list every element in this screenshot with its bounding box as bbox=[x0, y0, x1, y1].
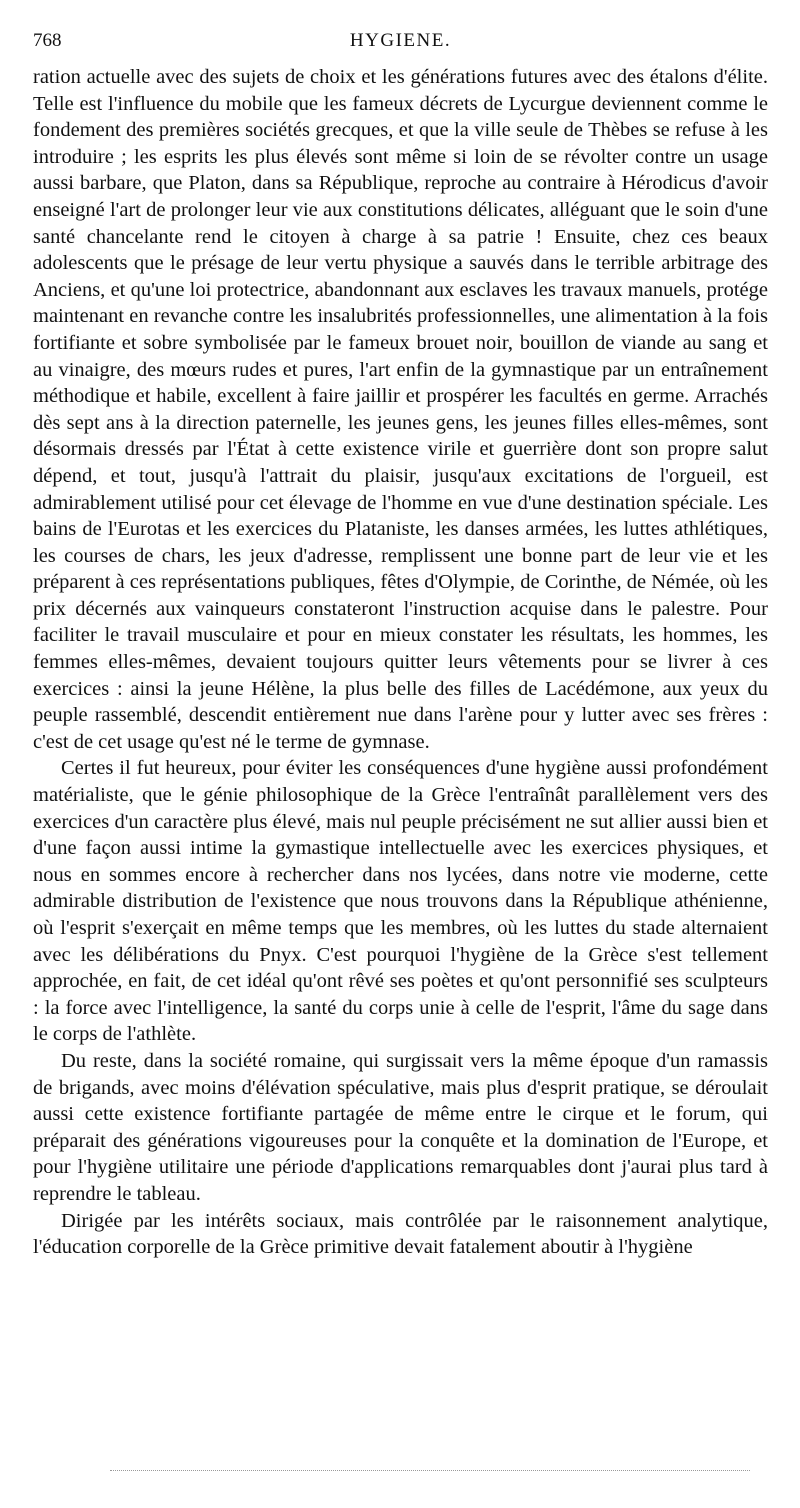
paragraph: Certes il fut heureux, pour éviter les conséquences d'une hygiène aussi profondément matérialiste, que le génie philosophique de la Grèce l'entraînât parallèlement vers des exercices d'un caractère plus élevé, mais nul peuple précisément ne sut allier aussi bien et d'une façon aussi intime la gymastique intellectuelle avec les exercices physiques, et nous en sommes encore à rechercher dans nos lycées, dans notre vie moderne, cette admirable distribution de l'existence que nous trouvons dans la République athénienne, où l'esprit s'exerçait en même temps que les membres, où les luttes du stade alternaient avec les délibérations du Pnyx. C'est pourquoi l'hygiène de la Grèce s'est tellement approchée, en fait, de cet idéal qu'ont rêvé ses poètes et qu'ont personnifié ses sculpteurs : la force avec l'intelligence, la santé du corps unie à celle de l'esprit, l'âme du sage dans le corps de l'athlète. bbox=[33, 757, 768, 1046]
body-text bbox=[33, 64, 768, 1261]
paragraph: Du reste, dans la société romaine, qui surgissait vers la même époque d'un ramassis de brigands, avec moins d'élévation spéculative, mais plus d'esprit pratique, se déroulait aussi cette existence fortifiante partagée de même entre le cirque et le forum, qui préparait des générations vigoureuses pour la conquête et la domination de l'Europe, et pour l'hygiène utilitaire une période d'applications remarquables dont j'aurai plus tard à reprendre le tableau. bbox=[33, 1049, 768, 1205]
page-number: 768 bbox=[33, 30, 62, 51]
page-header bbox=[33, 30, 768, 58]
paragraph: Dirigée par les intérêts sociaux, mais contrôlée par le raisonnement analytique, l'éducation corporelle de la Grèce primitive devait fatalement aboutir à l'hygiène bbox=[33, 1209, 768, 1259]
paragraph-continuation: ration actuelle avec des sujets de choix et les générations futures avec des étalons d'élite. Telle est l'influence du mobile que les fameux décrets de Lycurgue deviennent comme le fondement des premières sociétés grecques, et que la ville seule de Thèbes se refuse à les introduire ; les esprits les plus élevés sont même si loin de se révolter contre un usage aussi barbare, que Platon, dans sa République, reproche au contraire à Hérodicus d'avoir enseigné l'art de prolonger leur vie aux constitutions délicates, alléguant que le soin d'une santé chancelante rend le citoyen à charge à sa patrie ! Ensuite, chez ces beaux adolescents que le présage de leur vertu physique a sauvés dans le terrible arbitrage des Anciens, et qu'une loi protectrice, abandonnant aux esclaves les travaux manuels, protége maintenant en revanche contre les insalubrités professionnelles, une alimentation à la fois fortifiante et sobre symbolisée par le fameux brouet noir, bouillon de viande au sang et au vinaigre, des mœurs rudes et pures, l'art enfin de la gymnastique par un entraînement méthodique et habile, excellent à faire jaillir et prospérer les facultés en germe. Arrachés dès sept ans à la direction paternelle, les jeunes gens, les jeunes filles elles-mêmes, sont désormais dressés par l'État à cette existence virile et guerrière dont son propre salut dépend, et tout, jusqu'à l'attrait du plaisir, jusqu'aux excitations de l'orgueil, est admirablement utilisé pour cet élevage de l'homme en vue d'une destination spéciale. Les bains de l'Eurotas et les exercices du Plataniste, les danses armées, les luttes athlétiques, les courses de chars, les jeux d'adresse, remplissent une bonne part de leur vie et les préparent à ces représentations publiques, fêtes d'Olympie, de Corinthe, de Némée, où les prix décernés aux vainqueurs constateront l'instruction acquise dans le palestre. Pour faciliter le travail musculaire et pour en mieux constater les résultats, les hommes, les femmes elles-mêmes, devaient toujours quitter leurs vêtements pour se livrer à ces exercices : ainsi la jeune Hélène, la plus belle des filles de Lacédémone, aux yeux du peuple rassemblé, descendit entièrement nue dans l'arène pour y lutter avec ses frères : c'est de cet usage qu'est né le terme de gymnase. bbox=[33, 66, 768, 753]
bleed-through-line bbox=[110, 1470, 750, 1471]
running-title: HYGIENE. bbox=[349, 30, 452, 51]
